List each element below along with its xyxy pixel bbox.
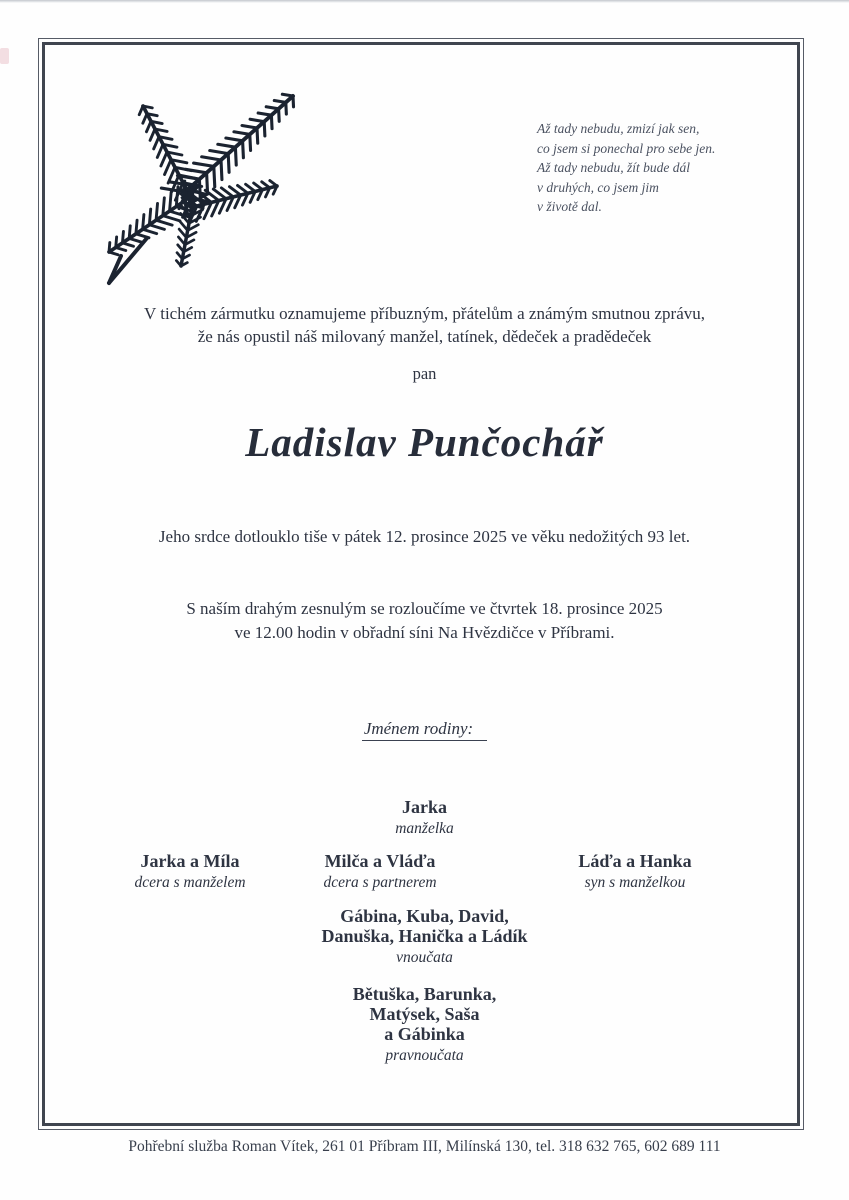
death-notice: Jeho srdce dotlouklo tiše v pátek 12. prosince 2025 ve věku nedožitých 93 let. bbox=[158, 527, 691, 546]
family-heading bbox=[0, 719, 849, 739]
family-names: Bětuška, Barunka, bbox=[352, 984, 497, 1004]
scan-smudge-artifact bbox=[0, 48, 9, 64]
family-heading-text: Jménem rodiny: bbox=[362, 719, 487, 741]
family-group-child bbox=[515, 851, 755, 892]
family-group-grandchildren bbox=[0, 906, 849, 967]
announcement-intro bbox=[0, 303, 849, 348]
poem-line: v životě dal. bbox=[537, 199, 602, 214]
poem-line: v druhých, co jsem jim bbox=[537, 179, 659, 195]
farewell-line: S naším drahým zesnulým se rozloučíme ve čtvrtek 18. prosince 2025 bbox=[186, 599, 663, 618]
family-relation: syn s manželkou bbox=[584, 874, 686, 891]
memorial-poem bbox=[537, 119, 747, 217]
scan-edge-artifact bbox=[0, 0, 849, 3]
spruce-branch-icon bbox=[85, 80, 335, 295]
family-relation: dcera s partnerem bbox=[323, 874, 437, 891]
funeral-service-footer: Pohřební služba Roman Vítek, 261 01 Příbram III, Milínská 130, tel. 318 632 765, 602 689 111 bbox=[128, 1138, 721, 1155]
deceased-name: Ladislav Punčochář bbox=[245, 419, 604, 465]
family-names: a Gábinka bbox=[384, 1024, 465, 1044]
family-group-child bbox=[260, 851, 500, 892]
family-names: Gábina, Kuba, David, bbox=[340, 906, 509, 926]
family-names: Matýsek, Saša bbox=[369, 1004, 480, 1024]
poem-line: Až tady nebudu, žít bude dál bbox=[537, 160, 690, 175]
family-relation: dcera s manželem bbox=[134, 874, 246, 891]
farewell-notice bbox=[0, 597, 849, 645]
family-relation: manželka bbox=[395, 820, 454, 837]
family-names: Jarka a Míla bbox=[140, 851, 240, 871]
family-group-great-grandchildren bbox=[0, 984, 849, 1065]
farewell-line: ve 12.00 hodin v obřadní síni Na Hvězdičce v Příbrami. bbox=[234, 623, 615, 642]
family-names: Danuška, Hanička a Ládík bbox=[321, 926, 528, 946]
family-children-row bbox=[0, 851, 849, 899]
intro-line: že nás opustil náš milovaný manžel, tatínek, dědeček a pradědeček bbox=[197, 326, 652, 346]
salutation: pan bbox=[412, 364, 437, 383]
family-names: Milča a Vláďa bbox=[324, 851, 436, 871]
family-group-wife bbox=[0, 797, 849, 838]
poem-line: Až tady nebudu, zmizí jak sen, bbox=[537, 121, 700, 136]
family-names: Jarka bbox=[402, 797, 447, 817]
family-names: Láďa a Hanka bbox=[578, 851, 692, 871]
family-relation: pravnoučata bbox=[385, 1047, 464, 1064]
poem-line: co jsem si ponechal pro sebe jen. bbox=[537, 140, 716, 156]
family-relation: vnoučata bbox=[396, 949, 453, 966]
intro-line: V tichém zármutku oznamujeme příbuzným, přátelům a známým smutnou zprávu, bbox=[144, 304, 705, 323]
